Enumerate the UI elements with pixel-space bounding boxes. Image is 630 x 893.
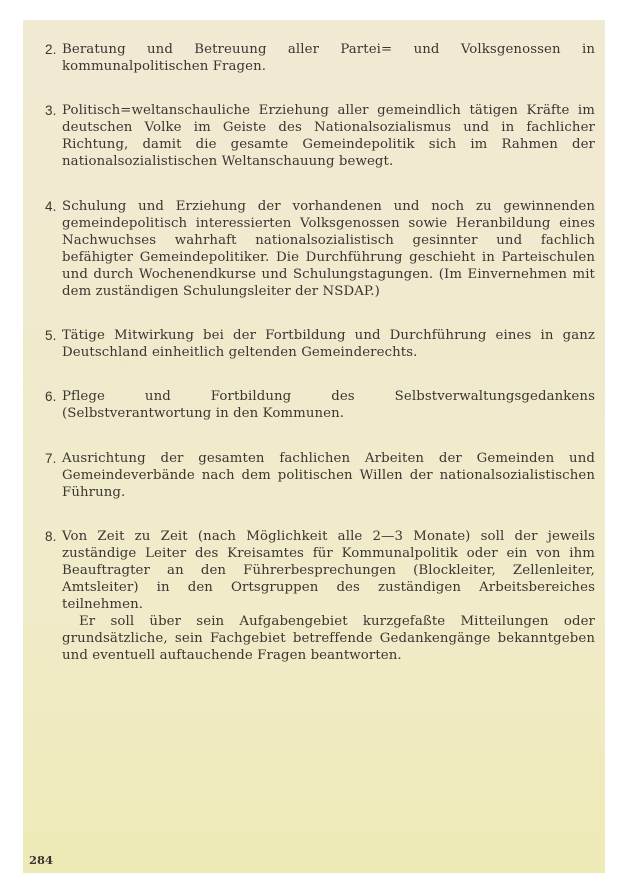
list-item-8: [45, 528, 595, 665]
item-text: [62, 327, 595, 361]
book-page: [23, 20, 605, 873]
item-text: [62, 388, 595, 422]
page-number: 284: [29, 853, 54, 867]
item-text: [62, 528, 595, 665]
item-text: [62, 41, 595, 75]
item-text: [62, 102, 595, 170]
item-paragraph: Schulung und Erziehung der vorhandenen und noch zu gewinnenden gemeindepolitisch interessierten Volksgenossen sowie Heranbildung eines Nachwuchses wahrhaft nationalsozialistisch gesinnter und fachlich befähigter Gemeindepolitiker. Die Durchführung geschieht in Parteischulen und durch Wochenendkurse und Schulungstagungen. (Im Einvernehmen mit dem zuständigen Schulungsleiter der NSDAP.): [62, 198, 595, 300]
item-number: 7.: [45, 450, 57, 466]
item-paragraph: Pflege und Fortbildung des Selbstverwaltungsgedankens (Selbstverantwortung in den Kommunen.: [62, 389, 595, 422]
item-text: [62, 198, 595, 301]
item-paragraph: Politisch=weltanschauliche Erziehung aller gemeindlich tätigen Kräfte im deutschen Volke im Geiste des Nationalsozialismus und in fachlicher Richtung, damit die gesamte Gemeindepolitik sich im Rahmen der nationalsozialistischen Weltanschauung bewegt.: [62, 103, 595, 170]
list-item-3: [45, 102, 595, 170]
list-item-5: [45, 327, 595, 361]
item-paragraph: Von Zeit zu Zeit (nach Möglichkeit alle 2—3 Monate) soll der jeweils zuständige Leiter des Kreisamtes für Kommunalpolitik oder ein von ihm Beauftragter an den Führerbesprechungen (Blockleiter, Zellenleiter, Amtsleiter) in den Ortsgruppen des zuständigen Arbeitsbereiches teilnehmen.: [62, 528, 595, 613]
item-number: 5.: [45, 328, 57, 344]
item-paragraph: Er soll über sein Aufgabengebiet kurzgefaßte Mitteilungen oder grundsätzliche, sein Fachgebiet betreffende Gedankengänge bekanntgeben und eventuell auftauchende Fragen beantworten.: [62, 614, 595, 664]
item-number: 2.: [45, 42, 57, 57]
item-number: 6.: [45, 389, 57, 405]
item-paragraph: Tätige Mitwirkung bei der Fortbildung und Durchführung eines in ganz Deutschland einheitlich geltenden Gemeinderechts.: [62, 328, 595, 361]
page-content: [45, 41, 595, 692]
item-number: 4.: [45, 198, 57, 214]
list-item-4: [45, 198, 595, 301]
list-item-6: [45, 388, 595, 422]
item-paragraph: Ausrichtung der gesamten fachlichen Arbeiten der Gemeinden und Gemeindeverbände nach dem politischen Willen der nationalsozialistischen Führung.: [62, 450, 595, 500]
list-item-7: [45, 450, 595, 501]
item-number: 8.: [45, 528, 57, 544]
list-item-2: [45, 41, 595, 75]
item-text: [62, 450, 595, 501]
item-number: 3.: [45, 103, 57, 119]
item-paragraph: Beratung und Betreuung aller Partei= und Volksgenossen in kommunalpolitischen Fragen.: [62, 42, 595, 75]
